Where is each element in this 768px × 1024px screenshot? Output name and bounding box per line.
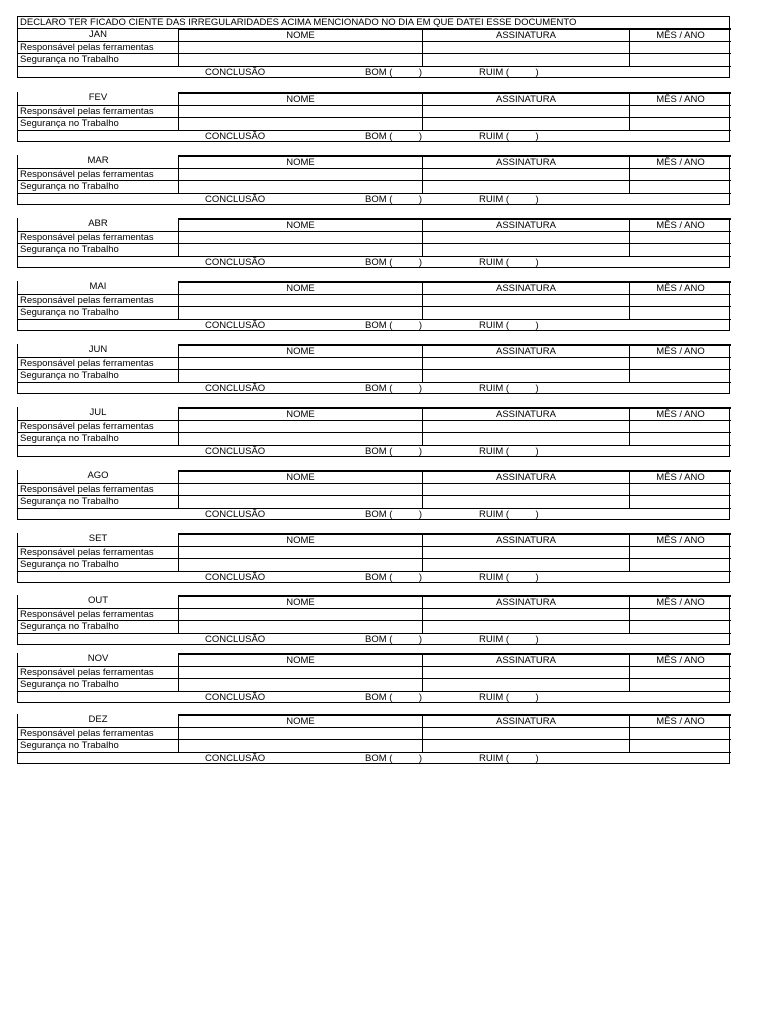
ruim-checkbox[interactable]: RUIM ( ) (479, 66, 539, 78)
conclusion-label: CONCLUSÃO (205, 571, 266, 583)
assinatura-header: ASSINATURA (422, 595, 629, 608)
role-label: Segurança no Trabalho (20, 370, 119, 381)
mes-ano-field[interactable] (629, 484, 731, 496)
month-block-fev (17, 92, 730, 142)
mes-ano-header: MÊS / ANO (629, 595, 731, 608)
conclusion-row (18, 445, 731, 458)
nome-field[interactable] (178, 496, 422, 508)
assinatura-header: ASSINATURA (422, 714, 629, 727)
nome-field[interactable] (178, 547, 422, 559)
mes-ano-field[interactable] (629, 54, 731, 66)
role-row (18, 231, 731, 244)
nome-field[interactable] (178, 307, 422, 319)
month-label: SET (88, 533, 108, 544)
mes-ano-field[interactable] (629, 232, 731, 244)
month-block-mai (17, 281, 730, 331)
role-row (18, 117, 731, 130)
month-block-abr (17, 218, 730, 268)
mes-ano-field[interactable] (629, 169, 731, 181)
ruim-checkbox[interactable]: RUIM ( ) (479, 382, 539, 394)
conclusion-row (18, 571, 731, 584)
assinatura-field[interactable] (422, 496, 629, 508)
assinatura-field[interactable] (422, 728, 629, 740)
nome-field[interactable] (178, 244, 422, 256)
month-label: JAN (18, 28, 178, 41)
bom-checkbox[interactable]: BOM ( ) (365, 633, 422, 645)
role-row (18, 369, 731, 382)
ruim-checkbox[interactable]: RUIM ( ) (479, 633, 539, 645)
mes-ano-field[interactable] (629, 609, 731, 621)
role-label: Responsável pelas ferramentas (20, 608, 154, 620)
mes-ano-field[interactable] (629, 679, 731, 691)
assinatura-header: ASSINATURA (422, 155, 629, 168)
mes-ano-header: MÊS / ANO (629, 92, 731, 105)
assinatura-header: ASSINATURA (422, 281, 629, 294)
assinatura-field[interactable] (422, 42, 629, 54)
role-row (18, 294, 731, 307)
conclusion-row (18, 508, 731, 521)
mes-ano-header: MÊS / ANO (629, 407, 731, 420)
bom-checkbox[interactable]: BOM ( ) (365, 66, 422, 78)
month-label: FEV (88, 92, 108, 103)
role-label: Responsável pelas ferramentas (20, 727, 154, 739)
month-label: JUL (89, 407, 107, 418)
month-block-mar (17, 155, 730, 205)
role-label: Responsável pelas ferramentas (20, 666, 154, 678)
assinatura-header: ASSINATURA (422, 344, 629, 357)
role-label: Responsável pelas ferramentas (20, 420, 154, 432)
nome-field[interactable] (178, 740, 422, 752)
month-block-jun (17, 344, 730, 394)
role-row (18, 432, 731, 445)
role-label: Responsável pelas ferramentas (20, 483, 154, 495)
assinatura-field[interactable] (422, 547, 629, 559)
nome-field[interactable] (178, 621, 422, 633)
nome-field[interactable] (178, 679, 422, 691)
month-label: MAR (87, 155, 109, 166)
assinatura-header: ASSINATURA (422, 653, 629, 666)
role-row (18, 678, 731, 691)
assinatura-field[interactable] (422, 244, 629, 256)
assinatura-field[interactable] (422, 433, 629, 445)
ruim-checkbox[interactable]: RUIM ( ) (479, 571, 539, 583)
month-label: NOV (87, 653, 109, 664)
mes-ano-header: MÊS / ANO (629, 218, 731, 231)
month-header-row (18, 28, 731, 41)
bom-checkbox[interactable]: BOM ( ) (365, 752, 422, 764)
declaration-row (17, 16, 730, 28)
nome-header: NOME (178, 595, 422, 608)
mes-ano-field[interactable] (629, 295, 731, 307)
nome-header: NOME (178, 470, 422, 483)
role-label: Segurança no Trabalho (20, 54, 119, 65)
conclusion-label: CONCLUSÃO (205, 66, 266, 78)
month-block-jan (17, 28, 730, 78)
mes-ano-header: MÊS / ANO (629, 653, 731, 666)
conclusion-row (18, 752, 731, 765)
nome-header: NOME (178, 653, 422, 666)
role-label: Responsável pelas ferramentas (20, 105, 154, 117)
nome-field[interactable] (178, 54, 422, 66)
ruim-checkbox[interactable]: RUIM ( ) (479, 691, 539, 703)
assinatura-field[interactable] (422, 740, 629, 752)
bom-checkbox[interactable]: BOM ( ) (365, 508, 422, 520)
conclusion-row (18, 130, 731, 143)
role-label: Responsável pelas ferramentas (20, 546, 154, 558)
month-label: ABR (88, 218, 108, 229)
nome-header: NOME (178, 155, 422, 168)
month-header-row (18, 714, 731, 727)
bom-checkbox[interactable]: BOM ( ) (365, 193, 422, 205)
nome-header: NOME (178, 281, 422, 294)
conclusion-row (18, 382, 731, 395)
conclusion-label: CONCLUSÃO (205, 256, 266, 268)
month-header-row (18, 92, 731, 105)
assinatura-field[interactable] (422, 181, 629, 193)
mes-ano-field[interactable] (629, 358, 731, 370)
assinatura-field[interactable] (422, 370, 629, 382)
role-row (18, 546, 731, 559)
bom-checkbox[interactable]: BOM ( ) (365, 130, 422, 142)
nome-field[interactable] (178, 667, 422, 679)
role-row (18, 739, 731, 752)
assinatura-field[interactable] (422, 484, 629, 496)
ruim-checkbox[interactable]: RUIM ( ) (479, 508, 539, 520)
role-label: Segurança no Trabalho (20, 244, 119, 255)
role-row (18, 666, 731, 679)
conclusion-row (18, 633, 731, 646)
month-block-jul (17, 407, 730, 457)
month-block-dez (17, 714, 730, 764)
bom-checkbox[interactable]: BOM ( ) (365, 256, 422, 268)
month-block-nov (17, 653, 730, 703)
assinatura-header: ASSINATURA (422, 92, 629, 105)
month-header-row (18, 155, 731, 168)
nome-field[interactable] (178, 232, 422, 244)
mes-ano-field[interactable] (629, 667, 731, 679)
month-label: OUT (87, 595, 109, 606)
mes-ano-field[interactable] (629, 421, 731, 433)
month-header-row (18, 470, 731, 483)
bom-checkbox[interactable]: BOM ( ) (365, 382, 422, 394)
conclusion-label: CONCLUSÃO (205, 319, 266, 331)
assinatura-field[interactable] (422, 667, 629, 679)
conclusion-label: CONCLUSÃO (205, 752, 266, 764)
mes-ano-field[interactable] (629, 621, 731, 633)
role-label: Segurança no Trabalho (20, 559, 119, 570)
mes-ano-field[interactable] (629, 728, 731, 740)
assinatura-field[interactable] (422, 559, 629, 571)
nome-header: NOME (178, 92, 422, 105)
role-label: Segurança no Trabalho (20, 740, 119, 751)
assinatura-field[interactable] (422, 295, 629, 307)
conclusion-row (18, 256, 731, 269)
role-row (18, 558, 731, 571)
mes-ano-field[interactable] (629, 106, 731, 118)
mes-ano-field[interactable] (629, 433, 731, 445)
month-label: DEZ (88, 714, 108, 725)
month-header-row (18, 533, 731, 546)
nome-header: NOME (178, 714, 422, 727)
assinatura-field[interactable] (422, 106, 629, 118)
nome-field[interactable] (178, 181, 422, 193)
role-label: Segurança no Trabalho (20, 433, 119, 444)
nome-field[interactable] (178, 295, 422, 307)
role-row (18, 495, 731, 508)
nome-header: NOME (178, 407, 422, 420)
mes-ano-field[interactable] (629, 496, 731, 508)
conclusion-row (18, 319, 731, 332)
bom-checkbox[interactable]: BOM ( ) (365, 445, 422, 457)
conclusion-label: CONCLUSÃO (205, 445, 266, 457)
role-row (18, 168, 731, 181)
nome-field[interactable] (178, 559, 422, 571)
conclusion-row (18, 193, 731, 206)
role-row (18, 53, 731, 66)
role-label: Segurança no Trabalho (20, 181, 119, 192)
mes-ano-field[interactable] (629, 740, 731, 752)
ruim-checkbox[interactable]: RUIM ( ) (479, 130, 539, 142)
mes-ano-field[interactable] (629, 42, 731, 54)
assinatura-field[interactable] (422, 621, 629, 633)
ruim-checkbox[interactable]: RUIM ( ) (479, 193, 539, 205)
month-header-row (18, 407, 731, 420)
month-header-row (18, 218, 731, 231)
conclusion-row (18, 66, 731, 79)
assinatura-header: ASSINATURA (422, 407, 629, 420)
conclusion-label: CONCLUSÃO (205, 633, 266, 645)
assinatura-field[interactable] (422, 679, 629, 691)
assinatura-field[interactable] (422, 609, 629, 621)
role-label: Segurança no Trabalho (20, 118, 119, 129)
mes-ano-field[interactable] (629, 559, 731, 571)
declaration-text: DECLARO TER FICADO CIENTE DAS IRREGULARIDADES ACIMA MENCIONADO NO DIA EM QUE DATEI ESSE DOCUMENTO (20, 17, 577, 28)
mes-ano-header: MÊS / ANO (629, 281, 731, 294)
conclusion-label: CONCLUSÃO (205, 691, 266, 703)
conclusion-label: CONCLUSÃO (205, 508, 266, 520)
nome-field[interactable] (178, 106, 422, 118)
month-header-row (18, 281, 731, 294)
month-header-row (18, 653, 731, 666)
nome-field[interactable] (178, 118, 422, 130)
assinatura-field[interactable] (422, 232, 629, 244)
month-label: MAI (89, 281, 107, 292)
mes-ano-field[interactable] (629, 181, 731, 193)
ruim-checkbox[interactable]: RUIM ( ) (479, 752, 539, 764)
mes-ano-field[interactable] (629, 118, 731, 130)
role-label: Segurança no Trabalho (20, 679, 119, 690)
bom-checkbox[interactable]: BOM ( ) (365, 691, 422, 703)
mes-ano-field[interactable] (629, 547, 731, 559)
assinatura-field[interactable] (422, 421, 629, 433)
ruim-checkbox[interactable]: RUIM ( ) (479, 319, 539, 331)
role-row (18, 41, 731, 54)
assinatura-header: ASSINATURA (422, 533, 629, 546)
role-row (18, 306, 731, 319)
ruim-checkbox[interactable]: RUIM ( ) (479, 256, 539, 268)
role-row (18, 105, 731, 118)
assinatura-header: ASSINATURA (422, 28, 629, 41)
ruim-checkbox[interactable]: RUIM ( ) (479, 445, 539, 457)
role-label: Responsável pelas ferramentas (20, 357, 154, 369)
mes-ano-header: MÊS / ANO (629, 533, 731, 546)
nome-field[interactable] (178, 484, 422, 496)
nome-field[interactable] (178, 358, 422, 370)
nome-header: NOME (178, 533, 422, 546)
role-row (18, 483, 731, 496)
nome-field[interactable] (178, 609, 422, 621)
conclusion-label: CONCLUSÃO (205, 130, 266, 142)
nome-header: NOME (178, 218, 422, 231)
mes-ano-header: MÊS / ANO (629, 28, 731, 41)
mes-ano-field[interactable] (629, 370, 731, 382)
role-row (18, 420, 731, 433)
role-row (18, 357, 731, 370)
nome-field[interactable] (178, 42, 422, 54)
nome-header: NOME (178, 28, 422, 41)
month-block-set (17, 533, 730, 583)
role-label: Segurança no Trabalho (20, 621, 119, 632)
month-label: AGO (87, 470, 109, 481)
month-block-ago (17, 470, 730, 520)
bom-checkbox[interactable]: BOM ( ) (365, 319, 422, 331)
bom-checkbox[interactable]: BOM ( ) (365, 571, 422, 583)
role-row (18, 180, 731, 193)
nome-header: NOME (178, 344, 422, 357)
assinatura-header: ASSINATURA (422, 218, 629, 231)
role-label: Responsável pelas ferramentas (20, 168, 154, 180)
assinatura-header: ASSINATURA (422, 470, 629, 483)
month-header-row (18, 344, 731, 357)
assinatura-field[interactable] (422, 307, 629, 319)
conclusion-row (18, 691, 731, 704)
role-label: Responsável pelas ferramentas (20, 41, 154, 53)
mes-ano-header: MÊS / ANO (629, 344, 731, 357)
mes-ano-field[interactable] (629, 307, 731, 319)
conclusion-label: CONCLUSÃO (205, 193, 266, 205)
role-label: Segurança no Trabalho (20, 307, 119, 318)
nome-field[interactable] (178, 370, 422, 382)
assinatura-field[interactable] (422, 358, 629, 370)
role-label: Responsável pelas ferramentas (20, 294, 154, 306)
mes-ano-header: MÊS / ANO (629, 470, 731, 483)
assinatura-field[interactable] (422, 118, 629, 130)
role-label: Responsável pelas ferramentas (20, 231, 154, 243)
role-row (18, 620, 731, 633)
mes-ano-header: MÊS / ANO (629, 714, 731, 727)
mes-ano-field[interactable] (629, 244, 731, 256)
nome-field[interactable] (178, 421, 422, 433)
assinatura-field[interactable] (422, 169, 629, 181)
role-label: Segurança no Trabalho (20, 496, 119, 507)
nome-field[interactable] (178, 433, 422, 445)
role-row (18, 243, 731, 256)
month-block-out (17, 595, 730, 645)
month-header-row (18, 595, 731, 608)
month-label: JUN (88, 344, 108, 355)
role-row (18, 608, 731, 621)
mes-ano-header: MÊS / ANO (629, 155, 731, 168)
nome-field[interactable] (178, 728, 422, 740)
role-row (18, 727, 731, 740)
conclusion-label: CONCLUSÃO (205, 382, 266, 394)
nome-field[interactable] (178, 169, 422, 181)
assinatura-field[interactable] (422, 54, 629, 66)
